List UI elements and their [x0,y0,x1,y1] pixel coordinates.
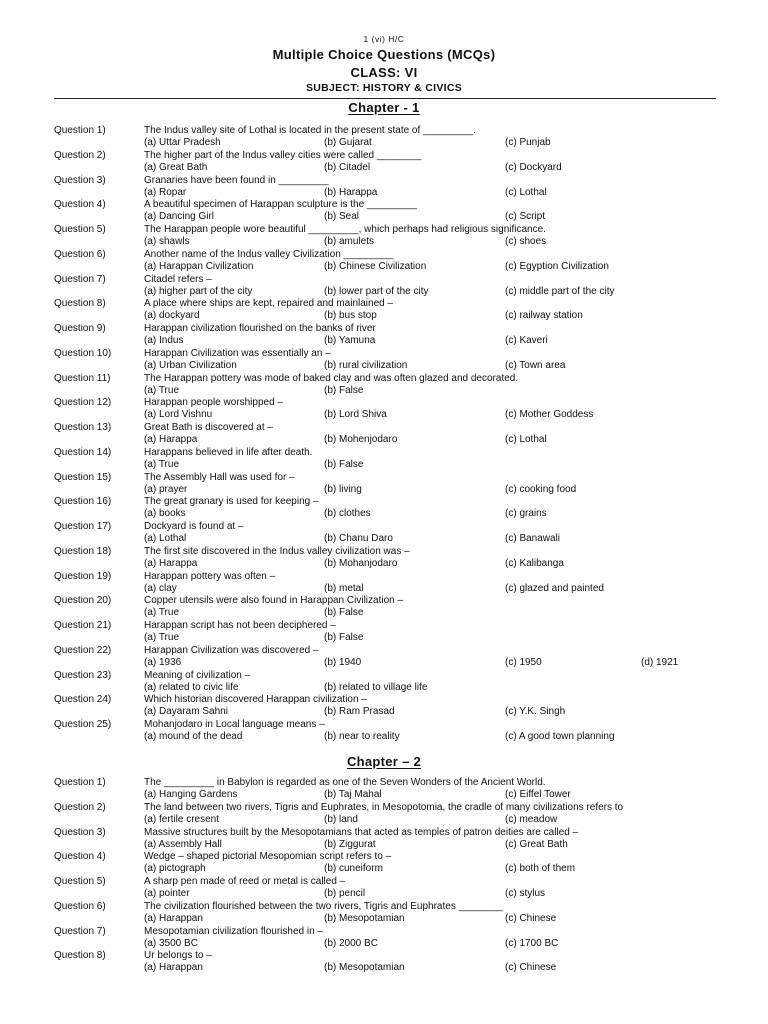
question-text: Harappan civilization flourished on the banks of river [144,323,376,334]
question-item [0,777,768,802]
answer-option: (a) mound of the dead [144,731,243,742]
question-number: Question 4) [54,199,106,211]
question-text: The higher part of the Indus valley cities were called ________ [144,149,422,161]
answer-option: (a) related to civic life [144,681,239,693]
answer-option: (b) land [324,813,358,825]
answer-option: (c) Chinese [505,962,557,974]
question-item [0,950,768,975]
question-number: Question 8) [54,298,106,310]
question-item [0,571,768,596]
answer-option: (b) lower part of the city [324,285,429,297]
chapter-1-question-list [0,125,768,744]
answer-option: (a) shawls [144,236,190,247]
answer-option: (c) Lothal [505,434,547,445]
answer-option: (a) higher part of the city [144,285,253,297]
question-number: Question 6) [54,248,106,260]
answer-option: (c) middle part of the city [505,285,615,297]
question-text: A beautiful specimen of Harappan sculpture is the _________ [144,199,417,211]
answer-option: (a) fertile cresent [144,813,220,825]
question-text: Granaries have been found in _________ [144,174,329,186]
answer-option: (a) pictograph [144,863,206,875]
question-item [0,876,768,901]
answer-option: (c) Script [505,211,545,223]
question-text: A sharp pen made of reed or metal is called – [144,876,346,887]
answer-option: (c) Kaveri [505,335,548,346]
answer-option: (a) True [144,384,180,396]
question-text: Mesopotamian civilization flourished in – [144,925,323,937]
answer-option: (a) clay [144,582,177,594]
answer-option: (b) Gujarat [324,137,372,148]
question-number: Question 1) [54,777,106,788]
answer-option: (c) Punjab [505,137,551,148]
answer-option: (b) False [324,384,364,396]
answer-option: (c) A good town planning [505,731,615,742]
question-number: Question 11) [54,372,111,384]
answer-option: (b) False [324,458,364,470]
question-item [0,521,768,546]
question-number: Question 6) [54,900,106,912]
answer-option: (c) Eiffel Tower [505,789,571,800]
answer-option: (b) Taj Mahal [324,789,382,800]
question-number: Question 9) [54,323,106,334]
question-text: The land between two rivers, Tigris and Euphrates, in Mesopotomia, the cradle of many civilizations refers to [144,801,624,813]
question-number: Question 25) [54,719,112,730]
question-item [0,496,768,521]
answer-option: (a) 3500 BC [144,937,198,949]
answer-option: (c) Lothal [505,186,547,198]
answer-option: (b) related to village life [324,681,428,693]
question-item [0,298,768,323]
answer-option: (a) True [144,632,180,643]
answer-option: (a) Lord Vishnu [144,409,213,421]
question-item [0,901,768,926]
answer-option: (a) Dancing Girl [144,211,215,223]
question-item [0,125,768,150]
question-text: The civilization flourished between the two rivers, Tigris and Euphrates ________ [144,900,504,912]
question-number: Question 7) [54,273,106,285]
question-item [0,224,768,249]
question-item [0,546,768,571]
question-text: Harappan script has not been deciphered – [144,620,336,631]
answer-option: (c) Dockyard [505,161,562,173]
question-item [0,274,768,299]
answer-option: (a) dockyard [144,310,200,322]
question-text: Copper utensils were also found in Harappan Civilization – [144,595,404,607]
answer-option: (a) True [144,458,180,470]
question-item [0,472,768,497]
question-number: Question 2) [54,149,106,161]
question-number: Question 7) [54,925,106,937]
answer-option: (a) Harappan [144,962,203,974]
answer-option: (a) prayer [144,483,188,495]
answer-option: (c) Mother Goddess [505,409,594,421]
answer-option: (c) Y.K. Singh [505,706,566,718]
answer-option: (b) Chanu Daro [324,533,393,544]
question-text: Which historian discovered Harappan civilization – [144,694,367,706]
answer-option: (c) 1700 BC [505,937,559,949]
question-number: Question 12) [54,397,112,409]
question-item [0,670,768,695]
answer-option: (b) Citadel [324,161,371,173]
question-number: Question 24) [54,694,112,706]
answer-option: (b) amulets [324,236,375,247]
question-text: Harappans believed in life after death. [144,446,313,458]
answer-option: (b) metal [324,582,364,594]
question-item [0,348,768,373]
question-item [0,620,768,645]
answer-option: (c) Kalibanga [505,557,564,569]
answer-option: (a) Assembly Hall [144,838,222,850]
answer-option: (b) Mohenjodaro [324,434,398,445]
answer-option: (b) 2000 BC [324,937,378,949]
question-item [0,323,768,348]
question-number: Question 15) [54,471,112,483]
question-text: The Assembly Hall was used for – [144,471,295,483]
answer-option: (c) grains [505,508,547,520]
answer-option: (a) Uttar Pradesh [144,137,221,148]
chapter-1-heading: Chapter - 1 [348,100,420,115]
question-item [0,802,768,827]
answer-option: (c) Banawali [505,533,561,544]
class-heading: CLASS: VI [350,65,418,80]
answer-option: (a) 1936 [144,656,182,668]
answer-option: (b) Harappa [324,186,378,198]
answer-option: (c) railway station [505,310,583,322]
question-number: Question 5) [54,224,106,235]
question-number: Question 10) [54,347,112,359]
question-text: Harappan Civilization was discovered – [144,644,319,656]
answer-option: (b) bus stop [324,310,377,322]
question-number: Question 3) [54,826,106,838]
question-text: The first site discovered in the Indus valley civilization was – [144,545,410,557]
answer-option: (b) Ram Prasad [324,706,395,718]
answer-option: (a) Ropar [144,186,187,198]
answer-option: (c) stylus [505,888,545,899]
header-divider [54,98,716,99]
question-number: Question 2) [54,801,106,813]
answer-option: (a) Lothal [144,533,187,544]
answer-option: (b) 1940 [324,656,362,668]
question-item [0,249,768,274]
subject-heading: SUBJECT: HISTORY & CIVICS [305,82,463,94]
answer-option: (b) Ziggurat [324,838,376,850]
answer-option: (c) glazed and painted [505,582,604,594]
question-text: The _________ in Babylon is regarded as one of the Seven Wonders of the Ancient World. [144,777,546,788]
question-number: Question 5) [54,876,106,887]
question-item [0,397,768,422]
question-item [0,447,768,472]
question-text: The Harappan people wore beautiful _________, which perhaps had religious significance. [144,224,546,235]
answer-option: (b) near to reality [324,731,400,742]
answer-option: (b) Seal [324,211,360,223]
answer-option: (b) False [324,632,364,643]
answer-option: (a) Harappa [144,434,198,445]
question-text: Massive structures built by the Mesopotamians that acted as temples of patron deities are called – [144,826,579,838]
question-number: Question 18) [54,545,112,557]
answer-option: (a) True [144,607,180,619]
question-item [0,827,768,852]
question-item [0,422,768,447]
question-text: Another name of the Indus valley Civilization _________ [144,248,394,260]
answer-option: (c) Egyption Civilization [505,260,609,272]
question-text: Dockyard is found at – [144,521,244,532]
question-number: Question 22) [54,644,112,656]
answer-option: (b) Mesopotamian [324,962,405,974]
question-number: Question 19) [54,570,112,582]
question-text: Meaning of civilization – [144,669,251,681]
answer-option: (b) rural civilization [324,359,408,371]
question-text: The Harappan pottery was mode of baked clay and was often glazed and decorated. [144,372,519,384]
answer-option: (a) Great Bath [144,161,208,173]
answer-option: (b) living [324,483,362,495]
answer-option: (a) pointer [144,888,190,899]
question-text: Great Bath is discovered at – [144,422,273,433]
answer-option: (b) clothes [324,508,371,520]
question-item [0,719,768,744]
answer-option: (a) Urban Civilization [144,359,237,371]
question-number: Question 16) [54,496,112,508]
answer-option: (a) Dayaram Sahni [144,706,228,718]
question-text: Harappan people worshipped – [144,397,283,409]
question-text: A place where ships are kept, repaired and mainlained – [144,298,394,310]
answer-option: (b) Mohanjodaro [324,557,398,569]
answer-option: (a) books [144,508,186,520]
answer-option: (b) Mesopotamian [324,912,405,924]
question-number: Question 1) [54,125,106,136]
answer-option: (c) both of them [505,863,576,875]
answer-option: (a) Harappan [144,912,203,924]
question-text: Wedge – shaped pictorial Mesopomian script refers to – [144,851,392,863]
question-item [0,175,768,200]
question-text: Harappan pottery was often – [144,570,276,582]
question-item [0,373,768,398]
question-number: Question 20) [54,595,112,607]
question-text: Harappan Civilization was essentially an – [144,347,331,359]
question-item [0,926,768,951]
answer-option: (b) Yamuna [324,335,376,346]
document-title: Multiple Choice Questions (MCQs) [272,47,496,62]
question-number: Question 8) [54,950,106,962]
question-text: The Indus valley site of Lothal is located in the present state of _________. [144,125,476,136]
question-item [0,645,768,670]
answer-option: (c) meadow [505,813,558,825]
answer-option: (b) Lord Shiva [324,409,387,421]
answer-option: (a) Hanging Gardens [144,789,238,800]
question-number: Question 13) [54,422,112,433]
question-text: Citadel refers – [144,273,212,285]
question-item [0,694,768,719]
answer-option: (c) Chinese [505,912,557,924]
answer-option: (b) cuneiform [324,863,383,875]
answer-option: (a) Harappa [144,557,198,569]
answer-option: (b) pencil [324,888,366,899]
question-number: Question 14) [54,446,112,458]
question-item [0,150,768,175]
answer-option: (c) Town area [505,359,566,371]
answer-option: (d) 1921 [641,656,679,668]
question-item [0,199,768,224]
answer-option: (c) Great Bath [505,838,568,850]
question-text: Mohanjodaro in Local language means – [144,719,325,730]
chapter-2-question-list [0,777,768,975]
chapter-2-heading: Chapter – 2 [346,754,422,769]
answer-option: (c) 1950 [505,656,542,668]
question-number: Question 23) [54,669,112,681]
question-text: Ur belongs to – [144,950,212,962]
answer-option: (c) shoes [505,236,547,247]
answer-option: (b) False [324,607,364,619]
question-number: Question 3) [54,174,106,186]
question-item [0,851,768,876]
question-item [0,595,768,620]
answer-option: (b) Chinese Civilization [324,260,427,272]
answer-option: (a) Harappan Civilization [144,260,254,272]
document-code: 1 (vi) H/C [363,34,405,44]
question-text: The great granary is used for keeping – [144,496,319,508]
question-number: Question 21) [54,620,112,631]
answer-option: (c) cooking food [505,483,577,495]
answer-option: (a) Indus [144,335,184,346]
question-number: Question 17) [54,521,112,532]
question-number: Question 4) [54,851,106,863]
